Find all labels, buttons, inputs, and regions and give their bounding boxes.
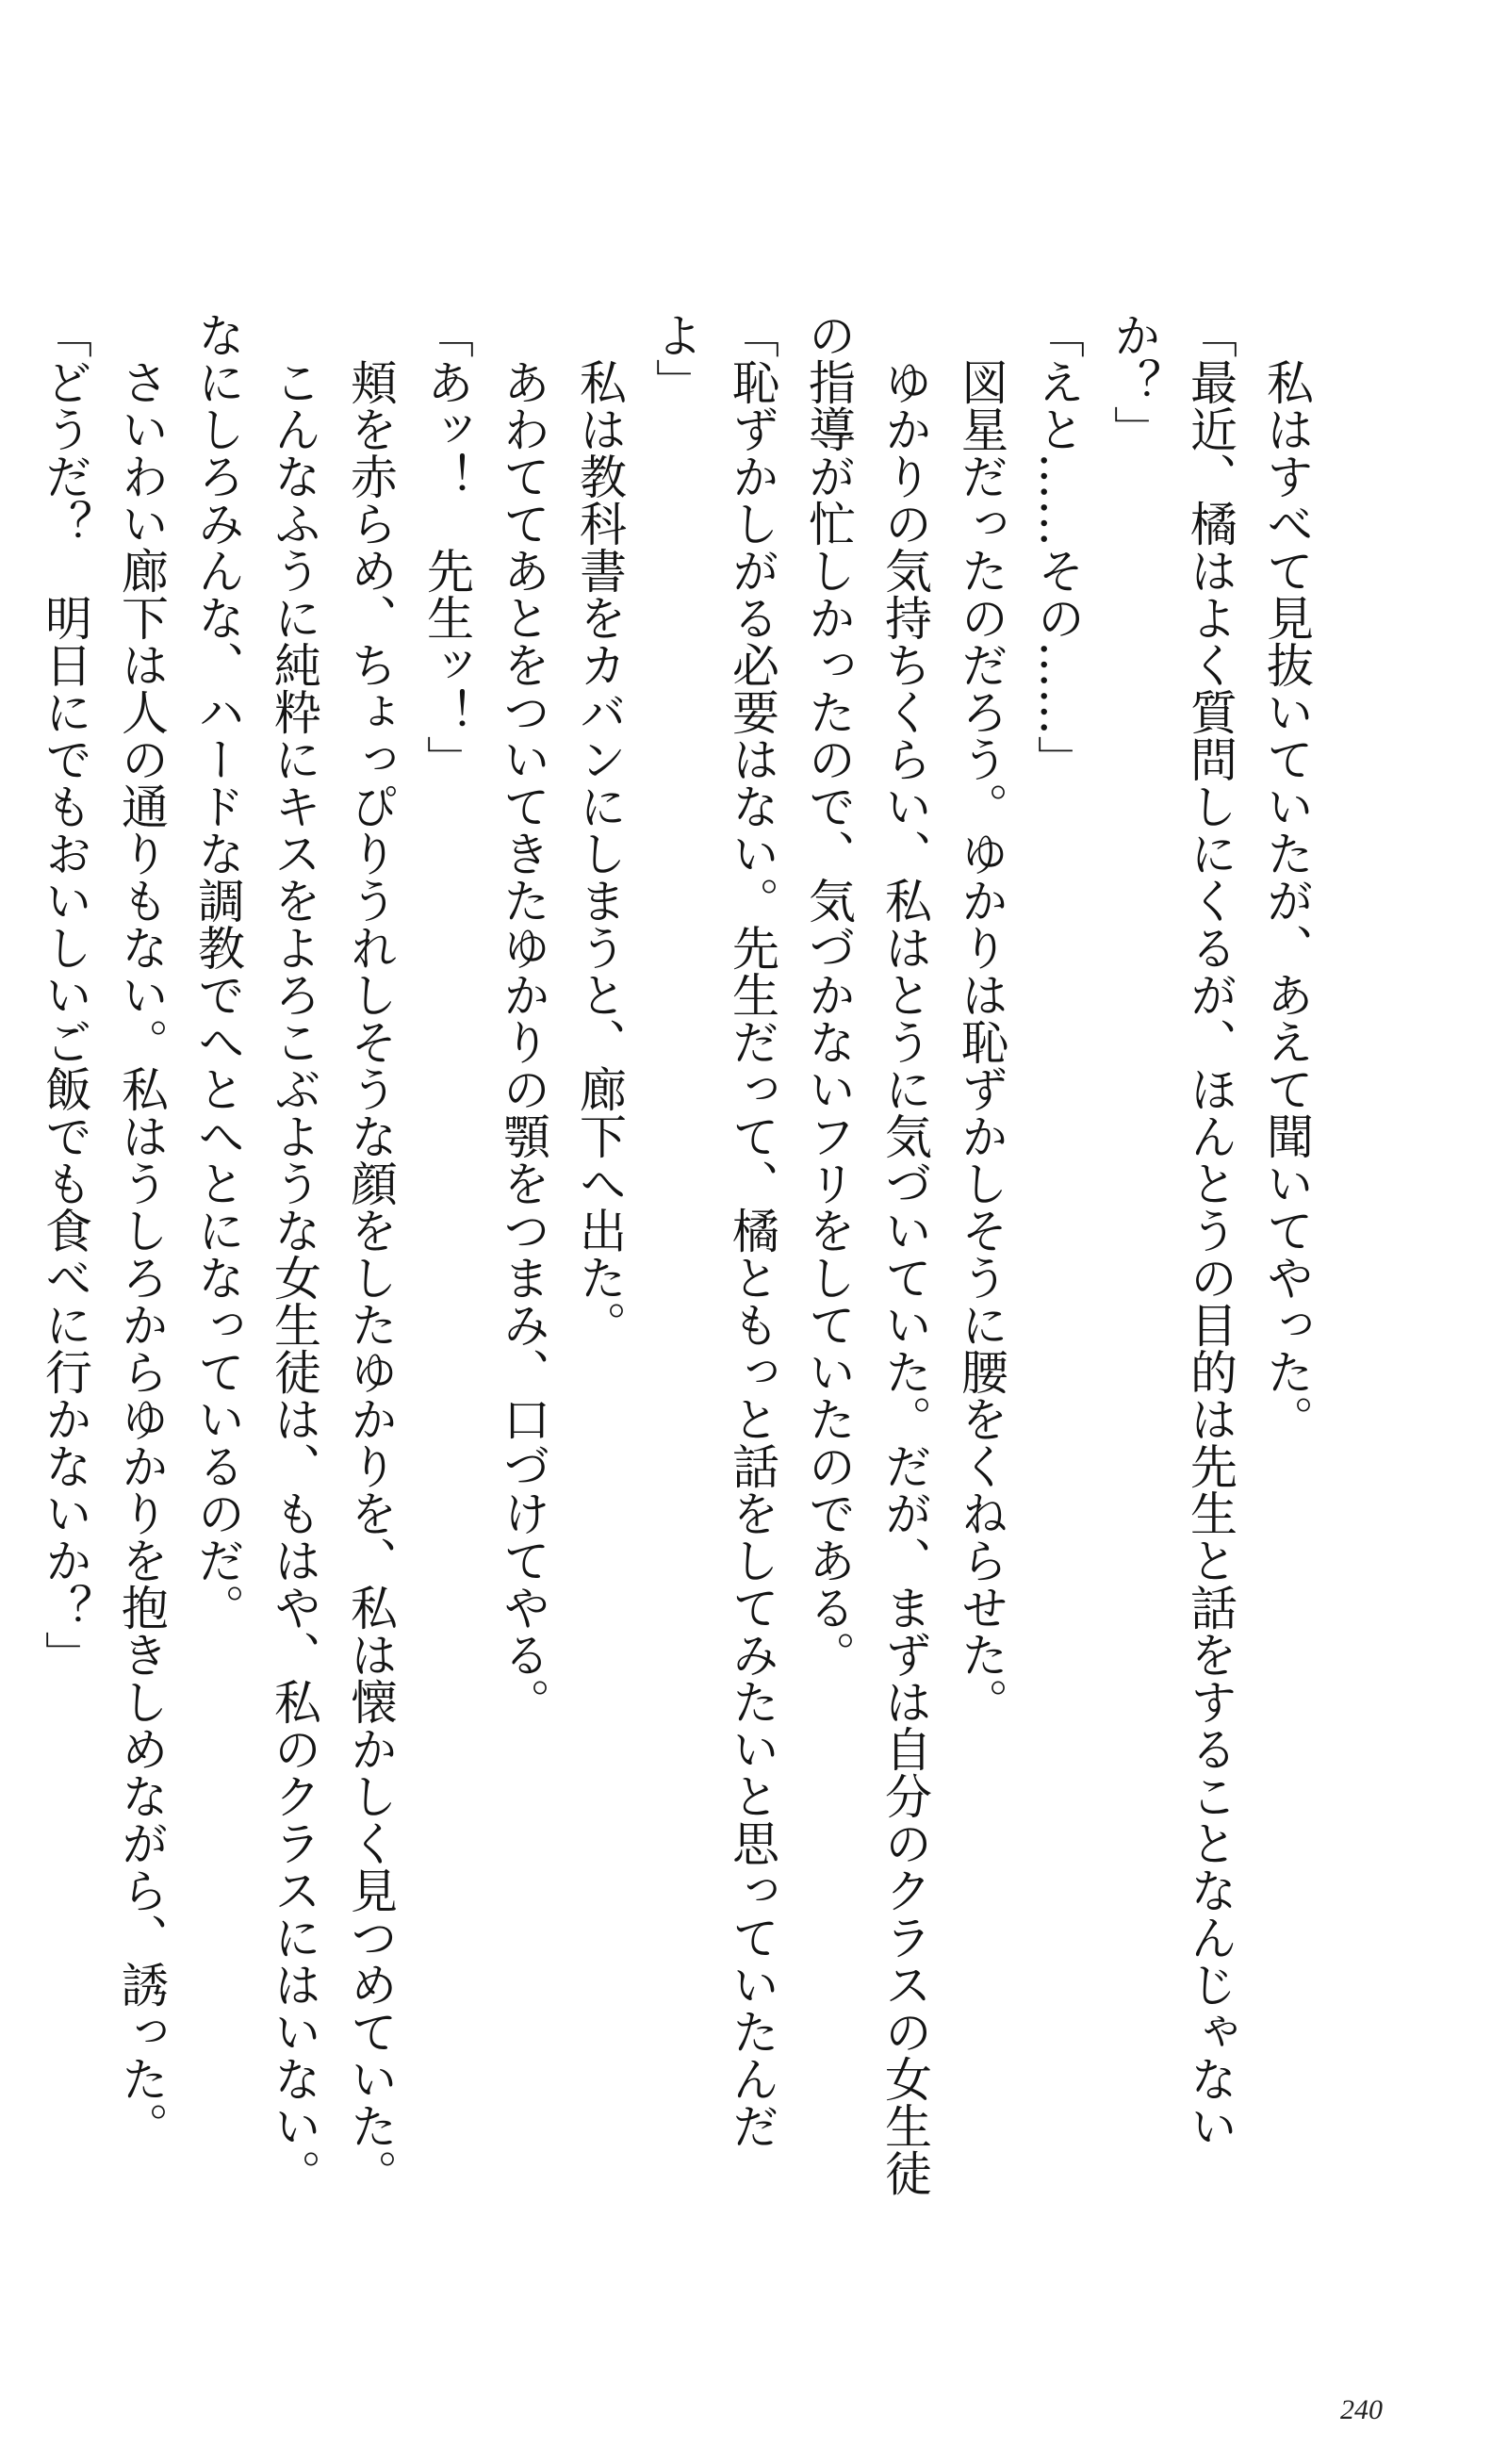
dialogue-line: 「どうだ？ 明日にでもおいしいご飯でも食べに行かないか？」 — [38, 311, 92, 1678]
paragraph: さいわい廊下は人の通りもない。私はうしろからゆかりを抱きしめながら、誘った。 — [114, 358, 169, 2149]
dialogue-line: 「恥ずかしがる必要はない。先生だって、橘ともっと話をしてみたいと思っていたんだよ」 — [648, 311, 779, 2149]
dialogue-line: 「えと……その……」 — [1030, 311, 1085, 782]
dialogue-line: 「最近、橘はよく質問しにくるが、ほんとうの目的は先生と話をすることなんじゃないか？」 — [1106, 311, 1238, 2149]
paragraph: ゆかりの気持ちくらい、私はとうに気づいていた。だが、まずは自分のクラスの女生徒の指導が忙しかったので、気づかないフリをしていたのである。 — [801, 311, 932, 2196]
paragraph: こんなふうに純粋にキスをよろこぶような女生徒は、もはや、私のクラスにはいない。なにしろみんな、ハードな調教でへとへとになっているのだ。 — [190, 311, 321, 2196]
paragraph: 図星だったのだろう。ゆかりは恥ずかしそうに腰をくねらせた。 — [954, 358, 1008, 1725]
paragraph: 私はすべて見抜いていたが、あえて聞いてやった。 — [1259, 358, 1314, 1442]
page-number: 240 — [1340, 2394, 1383, 2425]
paragraph: 私は教科書をカバンにしまうと、廊下へ出た。 — [572, 358, 627, 1348]
paragraph: あわててあとをついてきたゆかりの顎をつまみ、口づけてやる。 — [496, 358, 550, 1725]
dialogue-line: 「あッ！ 先生ッ！」 — [419, 311, 474, 782]
vertical-text-body — [26, 311, 1324, 2215]
paragraph: 頬を赤らめ、ちょっぴりうれしそうな顔をしたゆかりを、私は懐かしく見つめていた。 — [343, 358, 398, 2196]
